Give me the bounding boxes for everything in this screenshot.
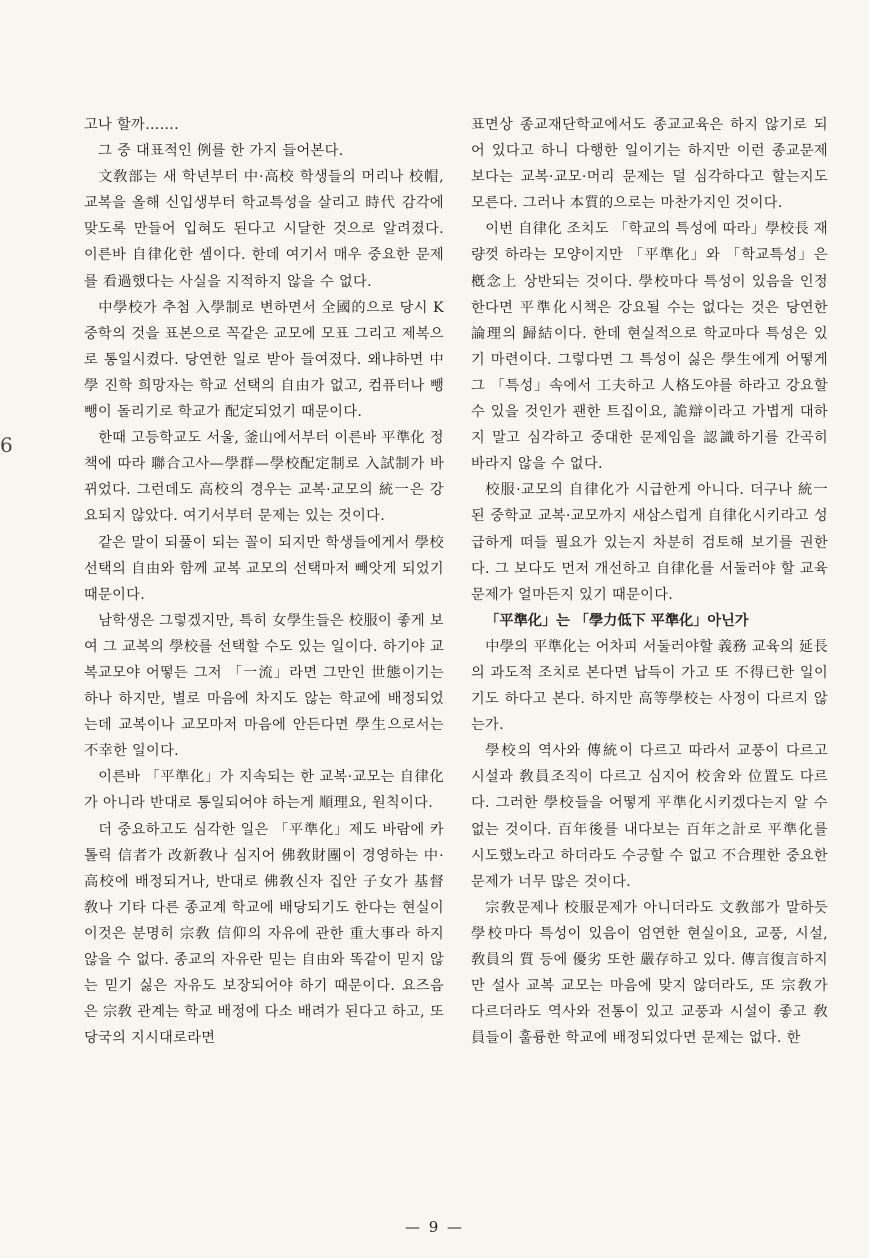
paragraph: 中學校가 추첨 入學制로 변하면서 全國的으로 당시 K중학의 것을 표본으로 꼭같은 교모에 모표 그리고 제복으로 통일시켰다. 당연한 일로 받아 들여졌다. 왜냐하면 中學 진학 희망자는 학교 선택의 自由가 없고, 컴퓨터나 뺑뺑이 돌리기로 학교가 配定되었기 때문이다. — [84, 299, 444, 421]
paragraph: 이른바 「平準化」가 지속되는 한 교복·교모는 自律化가 아니라 반대로 통일되어야 하는게 順理요, 원칙이다. — [84, 769, 444, 812]
paragraph: 校服·교모의 自律化가 시급한게 아니다. 더구나 統一된 중학교 교복·교모까지 새삼스럽게 自律化시키라고 성급하게 떠들 필요가 있는지 차분히 검토해 보기를 권한다. 그 보다도 먼저 개선하고 自律化를 서둘러야 할 교육문제가 얼마든지 있기 때문이다. — [471, 482, 828, 603]
paragraph: 中學의 平準化는 어차피 서둘러야할 義務 교육의 延長의 과도적 조치로 본다면 납득이 가고 또 不得已한 일이기도 하다고 본다. 하지만 高等學校는 사정이 다르지 않는가. — [471, 638, 828, 734]
paragraph: 이번 自律化 조치도 「학교의 특성에 따라」學校長 재량껏 하라는 모양이지만 「平準化」와 「학교특성」은 槪念上 상반되는 것이다. 學校마다 특성이 있음을 인정한다면 平準化시책은 강요될 수는 없다는 것은 당연한 論理의 歸結이다. 한데 현실적으로 학교마다 특성은 있기 마련이다. 그렇다면 그 특성이 싫은 學生에게 어떻게 그 「특성」속에서 工夫하고 人格도야를 하라고 강요할 수 있을 것인가 괜한 트집이요, 詭辯이라고 가볍게 대하지 말고 심각하고 중대한 문제임을 認識하기를 간곡히 바라지 않을 수 없다. — [471, 221, 828, 473]
paragraph: 더 중요하고도 심각한 일은 「平準化」제도 바람에 카톨릭 信者가 改新敎나 심지어 佛敎財團이 경영하는 中·高校에 배정되거나, 반대로 佛敎신자 집안 子女가 基督敎나 기타 다른 종교계 학교에 배당되기도 한다는 현실이 이것은 분명히 宗敎 信仰의 자유에 관한 重大事라 하지 않을 수 없다. 종교의 자유란 믿는 自由와 똑같이 믿지 않는 믿기 싫은 자유도 보장되어야 하기 때문이다. 요즈음은 宗敎 관계는 학교 배정에 다소 배려가 된다고 하고, 또 당국의 지시대로라면 — [84, 821, 444, 1047]
paragraph: 그 중 대표적인 例를 한 가지 들어본다. — [98, 143, 344, 160]
margin-mark: 6 — [0, 433, 13, 457]
paragraph: 學校의 역사와 傳統이 다르고 따라서 교풍이 다르고 시설과 敎員조직이 다르고 심지어 校舍와 位置도 다르다. 그러한 學校들을 어떻게 平準化시키겠다는지 알 수 없는 것이다. 百年後를 내다보는 百年之計로 平準化를 시도했노라고 하더라도 수긍할 수 없고 不合理한 중요한 문제가 너무 많은 것이다. — [471, 743, 828, 890]
paragraph: 표면상 종교재단학교에서도 종교교육은 하지 않기로 되어 있다고 하니 다행한 일이기는 하지만 이런 종교문제 보다는 교복·교모·머리 문제는 덜 심각하다고 할는지도 모른다. 그러나 本質的으로는 마찬가지인 것이다. — [471, 117, 828, 212]
page-number: — 9 — — [404, 1218, 465, 1236]
left-column — [84, 112, 444, 1051]
paragraph: 남학생은 그렇겠지만, 특히 女學生들은 校服이 좋게 보여 그 교복의 學校를 선택할 수도 있는 일이다. 하기야 교복교모야 어떻든 그저 「一流」라면 그만인 世態이기는 하나 하지만, 별로 마음에 차지도 않는 학교에 배정되었는데 교복이나 교모마저 마음에 안든다면 學生으로서는 不幸한 일이다. — [84, 612, 444, 760]
section-subheading: 「平準化」는 「學力低下 平準化」아닌가 — [485, 612, 749, 629]
paragraph: 文敎部는 새 학년부터 中·高校 학생들의 머리나 校帽, 교복을 올해 신입생부터 학교특성을 살리고 時代 감각에 맞도록 만들어 입혀도 된다고 시달한 것으로 알려졌다. 이른바 自律化한 셈이다. 한데 여기서 매우 중요한 문제를 看過했다는 사실을 지적하지 않을 수 없다. — [84, 169, 444, 290]
right-column — [471, 112, 828, 1051]
paragraph: 한때 고등학교도 서울, 釜山에서부터 이른바 平準化 정책에 따라 聯合고사—學群—學校配定制로 入試制가 바뀌었다. 그런데도 高校의 경우는 교복·교모의 統一은 강요되지 않았다. 여기서부터 문제는 있는 것이다. — [84, 430, 444, 525]
paragraph: 宗敎문제나 校服문제가 아니더라도 文敎部가 말하듯 學校마다 특성이 있음이 엄연한 현실이요, 교풍, 시설, 敎員의 質 등에 優劣 또한 嚴存하고 있다. 傳言復言하지만 설사 교복 교모는 마음에 맞지 않더라도, 또 宗敎가 다르더라도 역사와 전통이 있고 교풍과 시설이 좋고 敎員들이 훌륭한 학교에 배정되었다면 문제는 없다. 한 — [471, 899, 828, 1047]
paragraph: 같은 말이 되풀이 되는 꼴이 되지만 학생들에게서 學校선택의 自由와 함께 교복 교모의 선택마저 빼앗게 되었기 때문이다. — [84, 534, 444, 603]
paragraph: 고나 할까……. — [84, 117, 180, 133]
